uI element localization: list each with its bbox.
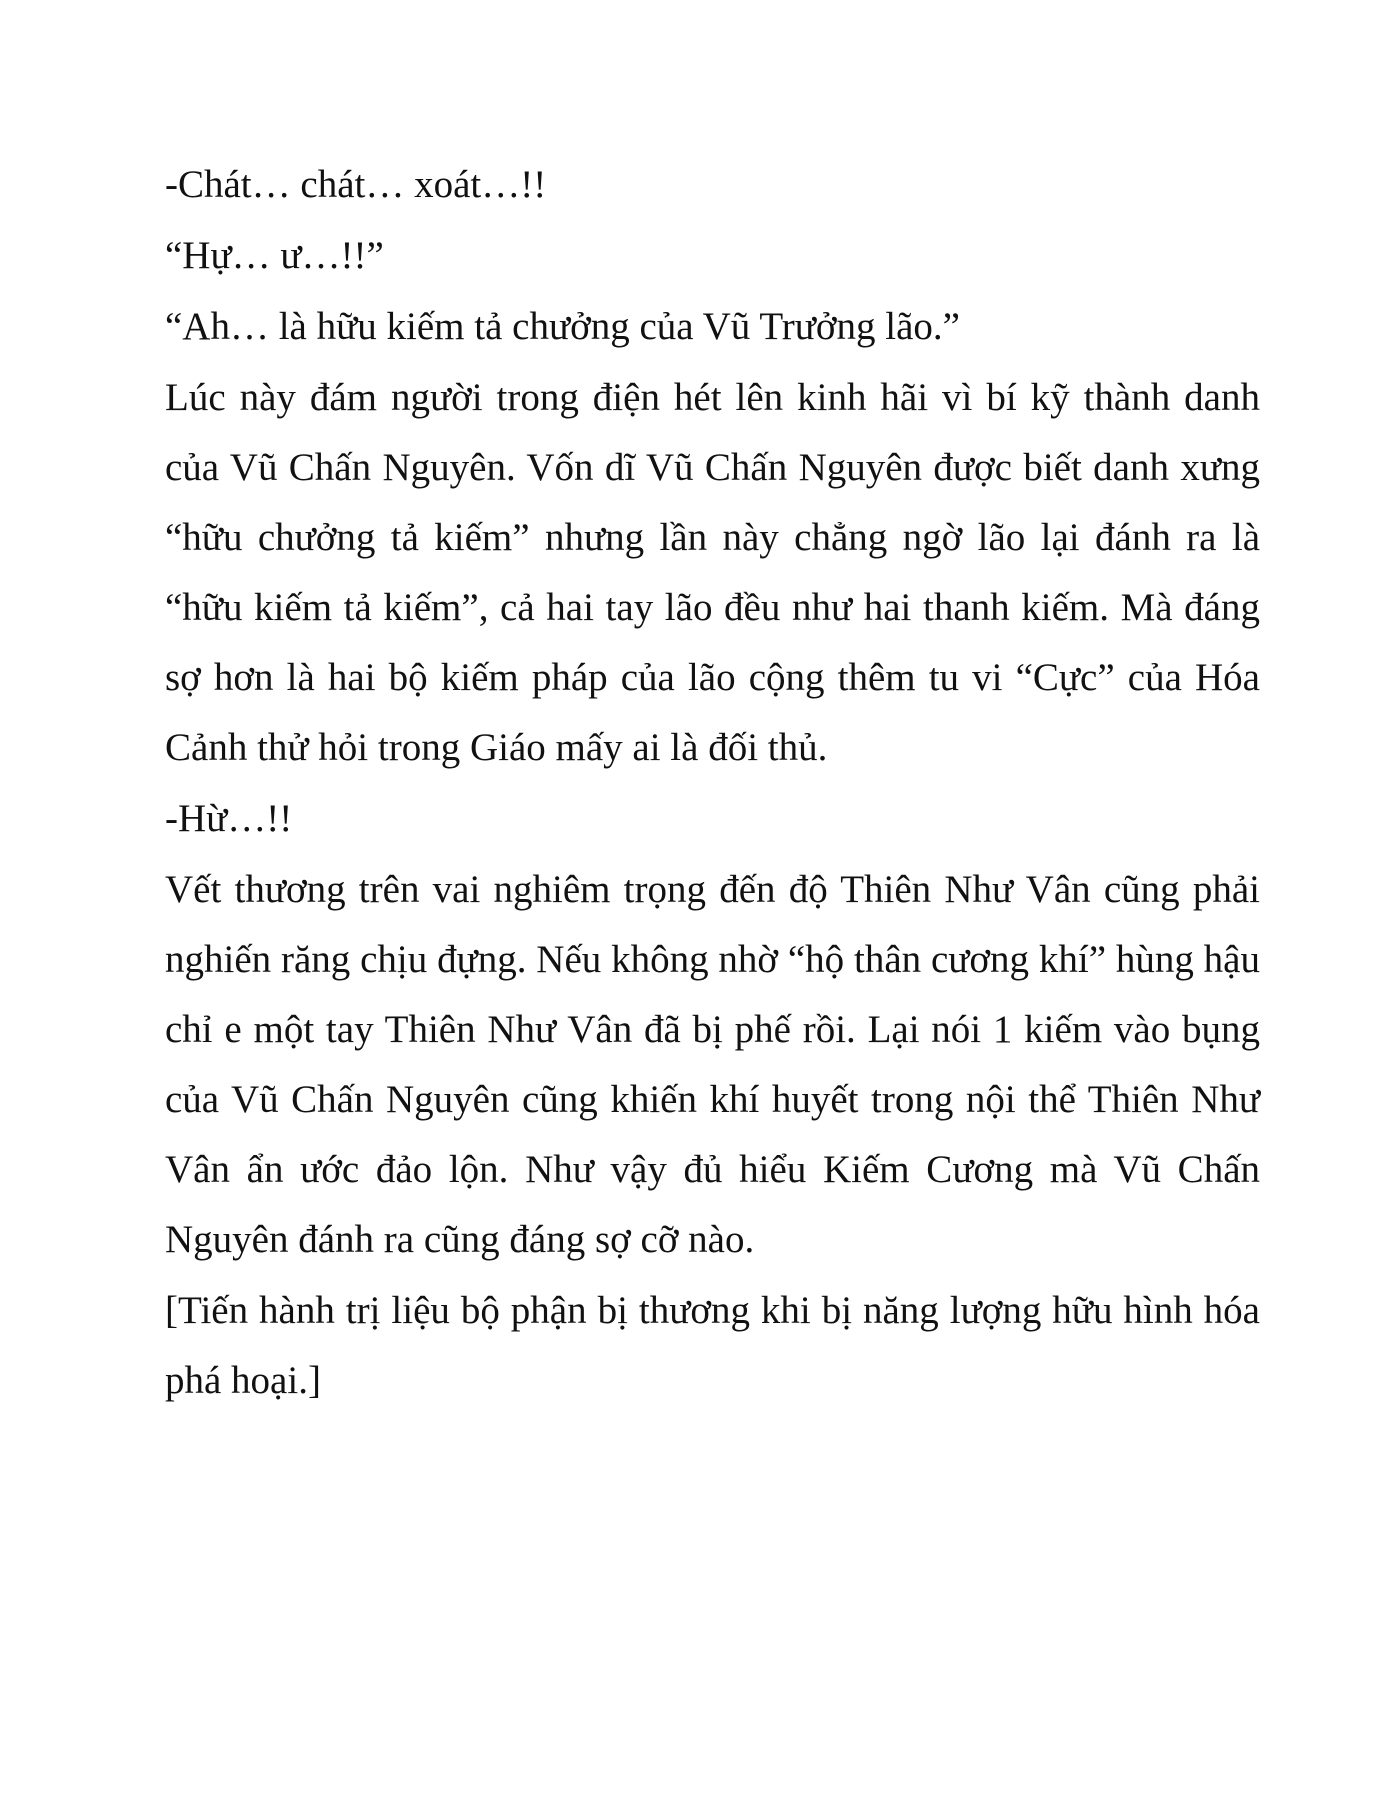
paragraph-system-message: [Tiến hành trị liệu bộ phận bị thương khi bị năng lượng hữu hình hóa phá hoại.]: [165, 1289, 1260, 1402]
paragraph-narration-2: Vết thương trên vai nghiêm trọng đến độ Thiên Như Vân cũng phải nghiến răng chịu đựng. Nếu không nhờ “hộ thân cương khí” hùng hậu chỉ e một tay Thiên Như Vân đã bị phế rồi. Lại nói 1 kiếm vào bụng của Vũ Chấn Nguyên cũng khiến khí huyết trong nội thể Thiên Như Vân ẩn ước đảo lộn. Như vậy đủ hiểu Kiếm Cương mà Vũ Chấn Nguyên đánh ra cũng đáng sợ cỡ nào.: [165, 868, 1260, 1261]
document-body: [165, 150, 1260, 1416]
paragraph-narration-1: Lúc này đám người trong điện hét lên kinh hãi vì bí kỹ thành danh của Vũ Chấn Nguyên. Vốn dĩ Vũ Chấn Nguyên được biết danh xưng “hữu chưởng tả kiếm” nhưng lần này chẳng ngờ lão lại đánh ra là “hữu kiếm tả kiếm”, cả hai tay lão đều như hai thanh kiếm. Mà đáng sợ hơn là hai bộ kiếm pháp của lão cộng thêm tu vi “Cực” của Hóa Cảnh thử hỏi trong Giáo mấy ai là đối thủ.: [165, 376, 1260, 769]
paragraph-grunt: -Hừ…!!: [165, 797, 293, 840]
paragraph-sound-effect: -Chát… chát… xoát…!!: [165, 163, 547, 206]
paragraph-exclamation: “Ah… là hữu kiếm tả chưởng của Vũ Trưởng lão.”: [165, 305, 960, 348]
paragraph-groan: “Hự… ư…!!”: [165, 234, 384, 277]
